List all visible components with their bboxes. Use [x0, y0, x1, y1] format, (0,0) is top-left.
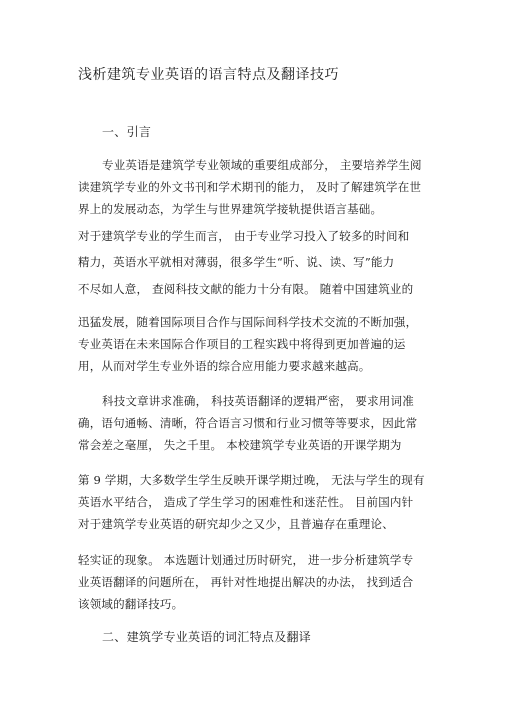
text-line: 该领域的翻译技巧。 [78, 597, 184, 611]
text-line: 对于建筑学专业的学生而言， 由于专业学习投入了较多的时间和 [78, 229, 410, 243]
section-heading-vocabulary: 二、建筑学专业英语的词汇特点及翻译 [102, 630, 312, 644]
text-line: 精力，英语水平就相对薄弱，很多学生“听、说、读、写”能力 [78, 255, 395, 269]
section-heading-introduction: 一、引言 [102, 125, 152, 139]
text-line: 英语水平结合， 造成了学生学习的困难性和迷茫性。 目前国内针 [78, 495, 414, 509]
text-line: 不尽如人意， 查阅科技文献的能力十分有限。 随着中国建筑业的 [78, 282, 414, 296]
text-line: 确，语句通畅、清晰，符合语言习惯和行业习惯等等要求，因此常 [78, 416, 418, 430]
text-line: 专业英语在未来国际合作项目的工程实践中将得到更加普遍的运 [78, 337, 406, 351]
text-line: 界上的发展动态，为学生与世界建筑学接轨提供语言基础。 [78, 202, 383, 216]
text-line: 用，从而对学生专业外语的综合应用能力要求越来越高。 [78, 359, 371, 373]
text-line: 第 9 学期，大多数学生学生反映开课学期过晚， 无法与学生的现有 [78, 473, 425, 487]
document-title: 浅析建筑专业英语的语言特点及翻译技巧 [78, 67, 339, 83]
text-line: 专业英语是建筑学专业领域的重要组成部分， 主要培养学生阅 [102, 158, 422, 172]
text-line: 轻实证的现象。 本选题计划通过历时研究， 进一步分析建筑学专 [78, 553, 414, 567]
text-line: 常会差之毫厘， 失之千里。 本校建筑学专业英语的开课学期为 [78, 438, 402, 452]
text-line: 迅猛发展，随着国际项目合作与国际间科学技术交流的不断加强， [78, 315, 418, 329]
text-line: 对于建筑学专业英语的研究却少之又少，且普遍存在重理论、 [78, 517, 394, 531]
text-line: 业英语翻译的问题所在， 再针对性地提出解决的办法， 找到适合 [78, 575, 414, 589]
text-line: 科技文章讲求准确， 科技英语翻译的逻辑严密， 要求用词准 [102, 394, 414, 408]
text-line: 读建筑学专业的外文书刊和学术期刊的能力， 及时了解建筑学在世 [78, 180, 422, 194]
